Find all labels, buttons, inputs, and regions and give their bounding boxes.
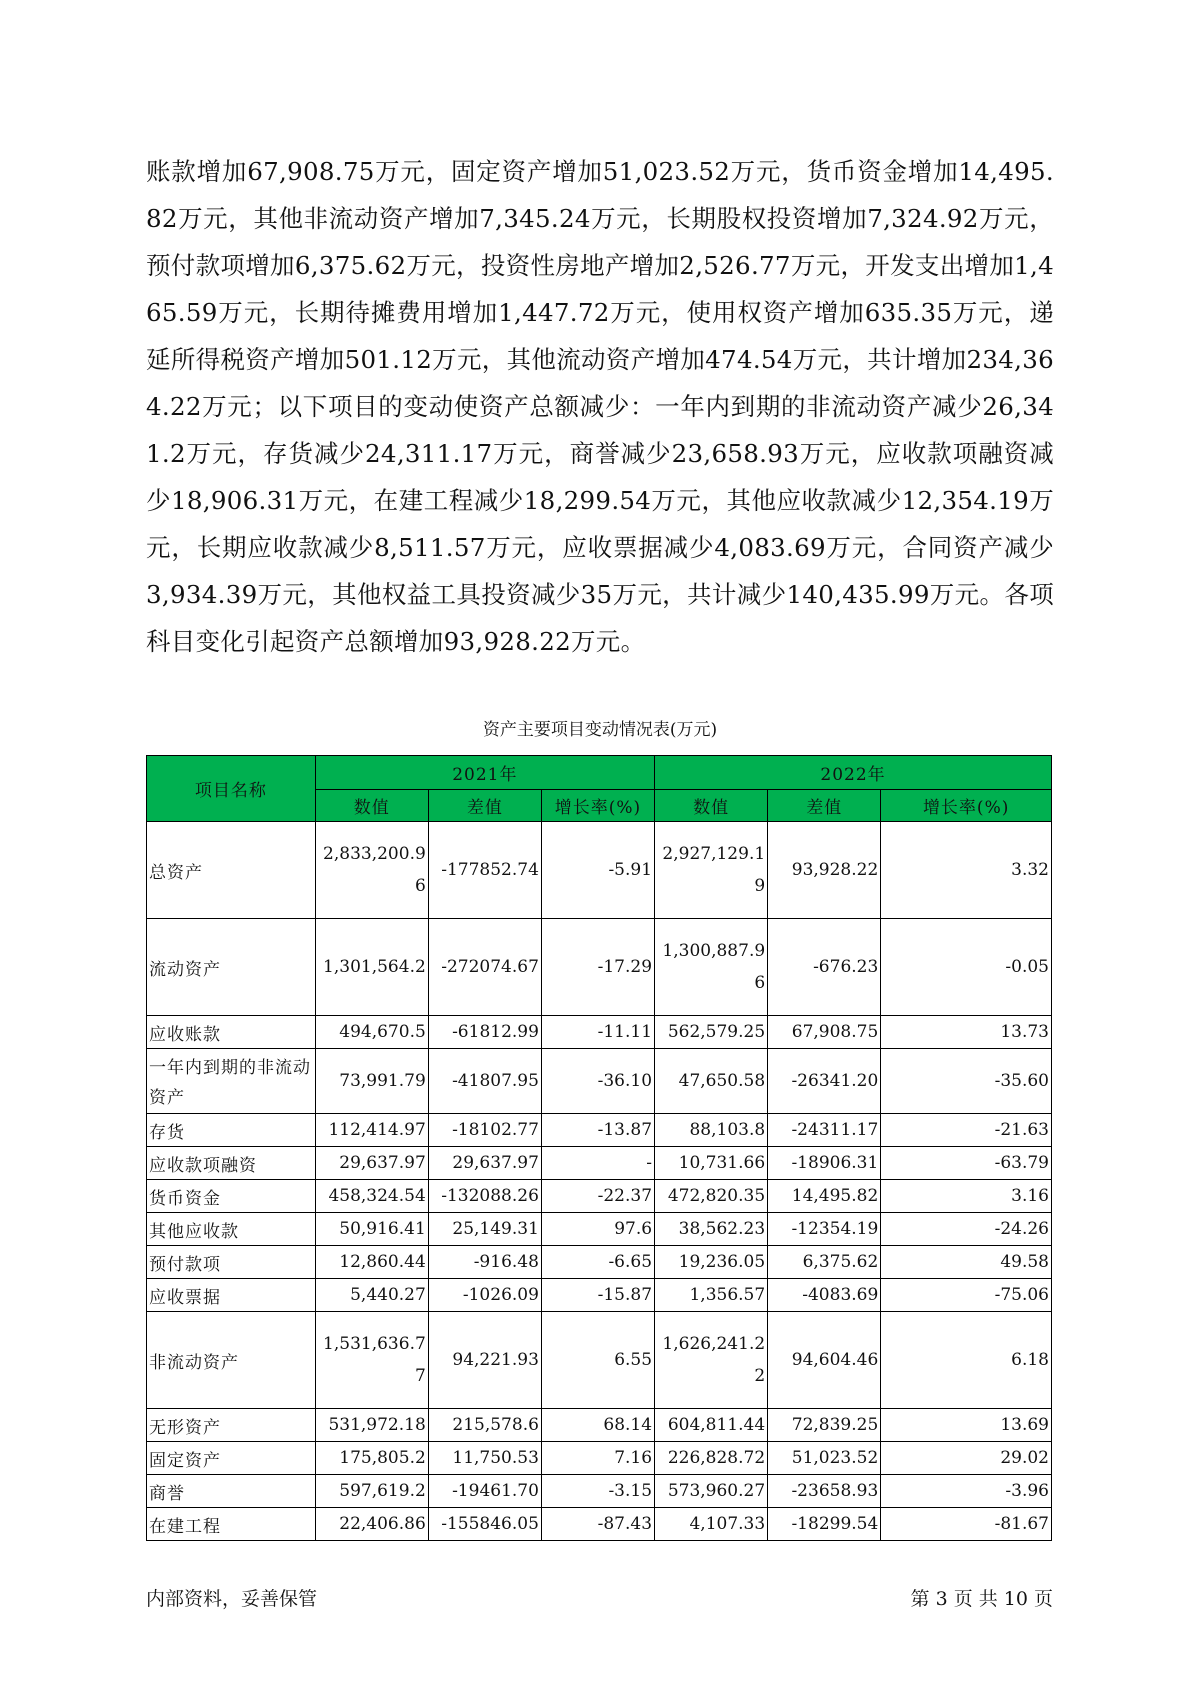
growth-2022: 29.02: [881, 1442, 1052, 1475]
growth-2022: 13.73: [881, 1016, 1052, 1049]
value-2022: 573,960.27: [655, 1475, 768, 1508]
table-row: [147, 1213, 1052, 1246]
growth-2022: 13.69: [881, 1409, 1052, 1442]
value-2022: 1,356.57: [655, 1279, 768, 1312]
diff-2021: 29,637.97: [428, 1147, 541, 1180]
row-name: 无形资产: [147, 1409, 316, 1442]
diff-2022: -24311.17: [768, 1114, 881, 1147]
page-number: 第 3 页 共 10 页: [910, 1588, 1053, 1610]
header-year-2022: 2022年: [655, 756, 1052, 790]
diff-2021: 25,149.31: [428, 1213, 541, 1246]
value-2022: 226,828.72: [655, 1442, 768, 1475]
diff-2021: -272074.67: [428, 919, 541, 1016]
header-diff-2022: 差值: [768, 790, 881, 822]
growth-2021: 6.55: [541, 1312, 654, 1409]
header-diff-2021: 差值: [428, 790, 541, 822]
growth-2022: -3.96: [881, 1475, 1052, 1508]
diff-2022: 93,928.22: [768, 822, 881, 919]
diff-2021: 215,578.6: [428, 1409, 541, 1442]
value-2022: 47,650.58: [655, 1049, 768, 1114]
row-name: 一年内到期的非流动资产: [147, 1049, 316, 1114]
diff-2022: -18299.54: [768, 1508, 881, 1541]
diff-2022: 6,375.62: [768, 1246, 881, 1279]
value-2022: 472,820.35: [655, 1180, 768, 1213]
row-name: 存货: [147, 1114, 316, 1147]
table-row: [147, 1114, 1052, 1147]
growth-2021: -15.87: [541, 1279, 654, 1312]
diff-2021: -1026.09: [428, 1279, 541, 1312]
diff-2021: -18102.77: [428, 1114, 541, 1147]
table-row: [147, 1442, 1052, 1475]
growth-2021: -: [541, 1147, 654, 1180]
value-2021: 1,531,636.77: [315, 1312, 428, 1409]
diff-2022: -4083.69: [768, 1279, 881, 1312]
growth-2022: -35.60: [881, 1049, 1052, 1114]
table-row: [147, 822, 1052, 919]
row-name: 流动资产: [147, 919, 316, 1016]
table-row: [147, 1246, 1052, 1279]
value-2021: 531,972.18: [315, 1409, 428, 1442]
table-row: [147, 1147, 1052, 1180]
growth-2022: -0.05: [881, 919, 1052, 1016]
growth-2022: 3.16: [881, 1180, 1052, 1213]
growth-2022: -81.67: [881, 1508, 1052, 1541]
diff-2021: -61812.99: [428, 1016, 541, 1049]
diff-2021: -41807.95: [428, 1049, 541, 1114]
growth-2022: -24.26: [881, 1213, 1052, 1246]
diff-2021: -19461.70: [428, 1475, 541, 1508]
growth-2021: -22.37: [541, 1180, 654, 1213]
diff-2022: 94,604.46: [768, 1312, 881, 1409]
value-2022: 604,811.44: [655, 1409, 768, 1442]
diff-2021: 11,750.53: [428, 1442, 541, 1475]
growth-2021: 7.16: [541, 1442, 654, 1475]
growth-2022: -75.06: [881, 1279, 1052, 1312]
diff-2022: 67,908.75: [768, 1016, 881, 1049]
growth-2021: -11.11: [541, 1016, 654, 1049]
diff-2022: -23658.93: [768, 1475, 881, 1508]
diff-2021: 94,221.93: [428, 1312, 541, 1409]
diff-2022: -676.23: [768, 919, 881, 1016]
row-name: 总资产: [147, 822, 316, 919]
growth-2022: 6.18: [881, 1312, 1052, 1409]
row-name: 预付款项: [147, 1246, 316, 1279]
diff-2021: -916.48: [428, 1246, 541, 1279]
diff-2022: -12354.19: [768, 1213, 881, 1246]
value-2021: 50,916.41: [315, 1213, 428, 1246]
table-row: [147, 1312, 1052, 1409]
value-2021: 2,833,200.96: [315, 822, 428, 919]
header-item-name: 项目名称: [147, 756, 316, 822]
growth-2021: -3.15: [541, 1475, 654, 1508]
growth-2021: 97.6: [541, 1213, 654, 1246]
growth-2021: -13.87: [541, 1114, 654, 1147]
value-2022: 4,107.33: [655, 1508, 768, 1541]
value-2021: 12,860.44: [315, 1246, 428, 1279]
row-name: 非流动资产: [147, 1312, 316, 1409]
row-name: 应收账款: [147, 1016, 316, 1049]
header-growth-2021: 增长率(%): [541, 790, 654, 822]
row-name: 货币资金: [147, 1180, 316, 1213]
table-row: [147, 1049, 1052, 1114]
row-name: 应收款项融资: [147, 1147, 316, 1180]
value-2021: 29,637.97: [315, 1147, 428, 1180]
value-2022: 1,300,887.96: [655, 919, 768, 1016]
diff-2022: -26341.20: [768, 1049, 881, 1114]
value-2021: 5,440.27: [315, 1279, 428, 1312]
value-2022: 562,579.25: [655, 1016, 768, 1049]
value-2021: 22,406.86: [315, 1508, 428, 1541]
growth-2022: 49.58: [881, 1246, 1052, 1279]
body-paragraph: 账款增加67,908.75万元，固定资产增加51,023.52万元，货币资金增加14,495.82万元，其他非流动资产增加7,345.24万元，长期股权投资增加7,324.92万元，预付款项增加6,375.62万元，投资性房地产增加2,526.77万元，开发支出增加1,465.59万元，长期待摊费用增加1,447.72万元，使用权资产增加635.35万元，递延所得税资产增加501.12万元，其他流动资产增加474.54万元，共计增加234,364.22万元；以下项目的变动使资产总额减少：一年内到期的非流动资产减少26,341.2万元，存货减少24,311.17万元，商誉减少23,658.93万元，应收款项融资减少18,906.31万元，在建工程减少18,299.54万元，其他应收款减少12,354.19万元，长期应收款减少8,511.57万元，应收票据减少4,083.69万元，合同资产减少3,934.39万元，其他权益工具投资减少35万元，共计减少140,435.99万元。各项科目变化引起资产总额增加93,928.22万元。: [146, 157, 1054, 656]
diff-2021: -132088.26: [428, 1180, 541, 1213]
value-2022: 88,103.8: [655, 1114, 768, 1147]
table-row: [147, 1475, 1052, 1508]
growth-2022: 3.32: [881, 822, 1052, 919]
header-value-2022: 数值: [655, 790, 768, 822]
diff-2022: 72,839.25: [768, 1409, 881, 1442]
value-2021: 73,991.79: [315, 1049, 428, 1114]
growth-2022: -63.79: [881, 1147, 1052, 1180]
value-2022: 2,927,129.19: [655, 822, 768, 919]
footer-confidential-note: 内部资料，妥善保管: [146, 1588, 318, 1610]
diff-2021: -155846.05: [428, 1508, 541, 1541]
header-value-2021: 数值: [315, 790, 428, 822]
value-2021: 597,619.2: [315, 1475, 428, 1508]
value-2021: 458,324.54: [315, 1180, 428, 1213]
growth-2021: -36.10: [541, 1049, 654, 1114]
table-row: [147, 1508, 1052, 1541]
value-2022: 38,562.23: [655, 1213, 768, 1246]
growth-2021: -5.91: [541, 822, 654, 919]
growth-2021: -17.29: [541, 919, 654, 1016]
table-row: [147, 1180, 1052, 1213]
row-name: 在建工程: [147, 1508, 316, 1541]
table-row: [147, 1409, 1052, 1442]
table-caption: 资产主要项目变动情况表(万元): [482, 720, 718, 740]
growth-2021: -87.43: [541, 1508, 654, 1541]
row-name: 其他应收款: [147, 1213, 316, 1246]
value-2021: 112,414.97: [315, 1114, 428, 1147]
row-name: 应收票据: [147, 1279, 316, 1312]
growth-2021: -6.65: [541, 1246, 654, 1279]
growth-2022: -21.63: [881, 1114, 1052, 1147]
growth-2021: 68.14: [541, 1409, 654, 1442]
row-name: 固定资产: [147, 1442, 316, 1475]
row-name: 商誉: [147, 1475, 316, 1508]
header-growth-2022: 增长率(%): [881, 790, 1052, 822]
table-row: [147, 919, 1052, 1016]
asset-change-table: [146, 755, 1052, 1541]
value-2021: 1,301,564.2: [315, 919, 428, 1016]
value-2022: 10,731.66: [655, 1147, 768, 1180]
value-2021: 494,670.5: [315, 1016, 428, 1049]
diff-2022: 51,023.52: [768, 1442, 881, 1475]
header-year-2021: 2021年: [315, 756, 654, 790]
value-2022: 19,236.05: [655, 1246, 768, 1279]
value-2022: 1,626,241.22: [655, 1312, 768, 1409]
table-row: [147, 1016, 1052, 1049]
diff-2022: 14,495.82: [768, 1180, 881, 1213]
diff-2021: -177852.74: [428, 822, 541, 919]
value-2021: 175,805.2: [315, 1442, 428, 1475]
table-row: [147, 1279, 1052, 1312]
diff-2022: -18906.31: [768, 1147, 881, 1180]
